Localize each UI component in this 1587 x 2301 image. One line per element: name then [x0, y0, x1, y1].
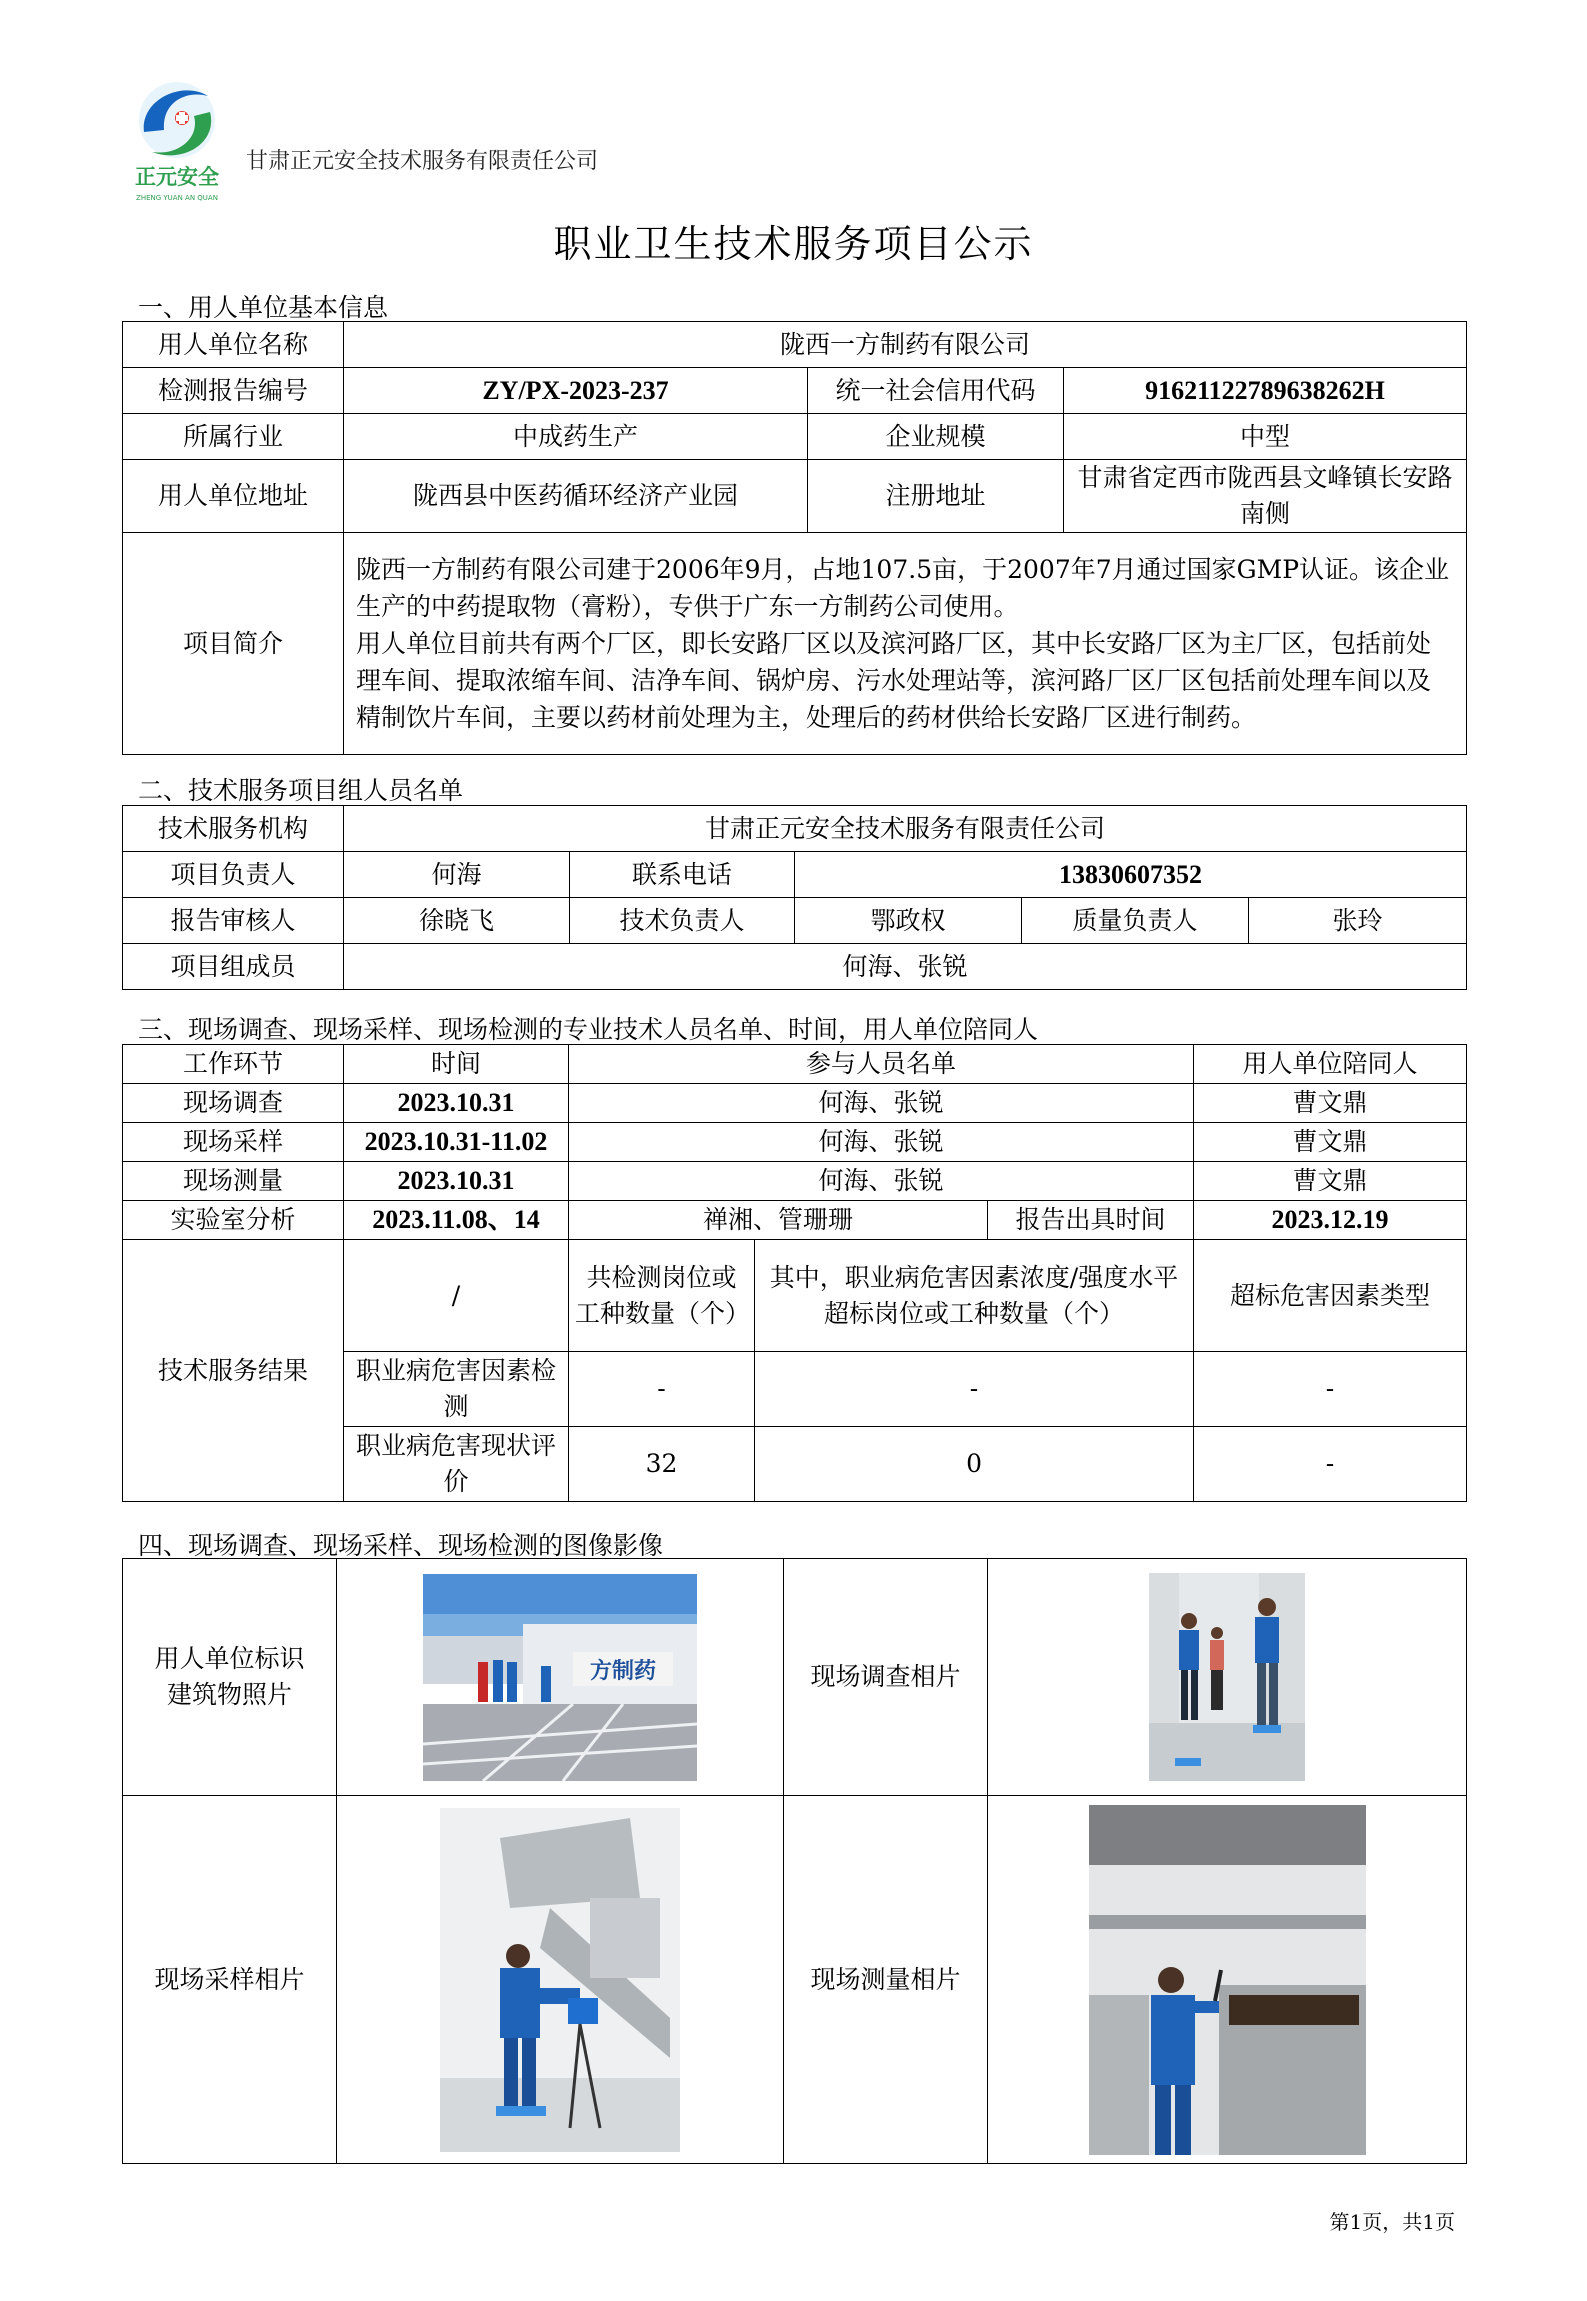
- measurement-photo: [1089, 1805, 1366, 2155]
- lab-label: 实验室分析: [123, 1201, 344, 1240]
- col-people: 参与人员名单: [569, 1045, 1194, 1084]
- section1-heading: 一、用人单位基本信息: [138, 293, 389, 322]
- row-people: 何海、张锐: [569, 1162, 1194, 1201]
- row-stage: 现场调查: [123, 1084, 344, 1123]
- credit-code-value: 91621122789638262H: [1064, 368, 1467, 414]
- tech-value: 鄂政权: [795, 898, 1022, 944]
- section2-heading: 二、技术服务项目组人员名单: [138, 776, 464, 805]
- phone-label: 联系电话: [570, 852, 795, 898]
- fieldwork-table: [122, 1044, 1467, 1502]
- result-item: 职业病危害现状评价: [344, 1427, 569, 1502]
- row-stage: 现场测量: [123, 1162, 344, 1201]
- result-col-exceed: 其中，职业病危害因素浓度/强度水平超标岗位或工种数量（个）: [755, 1240, 1194, 1352]
- photo1-label: 用人单位标识建筑物照片: [123, 1559, 337, 1796]
- address-value: 陇西县中医药循环经济产业园: [344, 460, 808, 533]
- table-row: [123, 1123, 1467, 1162]
- building-photo: [423, 1574, 697, 1781]
- result-col-count: 共检测岗位或工种数量（个）: [569, 1240, 755, 1352]
- result-exceed: -: [755, 1352, 1194, 1427]
- row-escort: 曹文鼎: [1194, 1162, 1467, 1201]
- report-no-label: 检测报告编号: [123, 368, 344, 414]
- intro-paragraph-2: 用人单位目前共有两个厂区，即长安路厂区以及滨河路厂区，其中长安路厂区为主厂区，包括前处理车间、提取浓缩车间、洁净车间、锅炉房、污水处理站等，滨河路厂区厂区包括前处理车间以及精制饮片车间，主要以药材前处理为主，处理后的药材供给长安路厂区进行制药。: [356, 629, 1432, 732]
- org-value: 甘肃正元安全技术服务有限责任公司: [344, 806, 1467, 852]
- table-row: [123, 1084, 1467, 1123]
- logo-subtext: ZHENG YUAN AN QUAN: [136, 194, 218, 202]
- photo1-cell: [337, 1559, 784, 1796]
- header-company-name: 甘肃正元安全技术服务有限责任公司: [246, 149, 599, 174]
- result-count: 32: [569, 1427, 755, 1502]
- investigation-photo: [1149, 1573, 1305, 1781]
- row-people: 何海、张锐: [569, 1084, 1194, 1123]
- reviewer-label: 报告审核人: [123, 898, 344, 944]
- tech-label: 技术负责人: [570, 898, 795, 944]
- credit-code-label: 统一社会信用代码: [808, 368, 1064, 414]
- result-count: -: [569, 1352, 755, 1427]
- photo4-cell: [988, 1796, 1467, 2164]
- scale-label: 企业规模: [808, 414, 1064, 460]
- photo3-cell: [337, 1796, 784, 2164]
- reg-address-value: 甘肃省定西市陇西县文峰镇长安路南侧: [1064, 460, 1467, 533]
- row-time: 2023.10.31: [344, 1162, 569, 1201]
- col-stage: 工作环节: [123, 1045, 344, 1084]
- intro-cell: [344, 533, 1467, 755]
- industry-value: 中成药生产: [344, 414, 808, 460]
- employer-value: 陇西一方制药有限公司: [344, 322, 1467, 368]
- company-logo: [122, 72, 232, 204]
- lab-time: 2023.11.08、14: [344, 1201, 569, 1240]
- row-escort: 曹文鼎: [1194, 1123, 1467, 1162]
- org-label: 技术服务机构: [123, 806, 344, 852]
- quality-value: 张玲: [1249, 898, 1467, 944]
- sampling-photo: [440, 1808, 680, 2152]
- page-title: 职业卫生技术服务项目公示: [553, 222, 1034, 266]
- leader-value: 何海: [344, 852, 570, 898]
- row-time: 2023.10.31-11.02: [344, 1123, 569, 1162]
- scale-value: 中型: [1064, 414, 1467, 460]
- result-label: 技术服务结果: [123, 1240, 344, 1502]
- leader-label: 项目负责人: [123, 852, 344, 898]
- page-footer: 第1页，共1页: [1329, 2210, 1455, 2234]
- report-no-value: ZY/PX-2023-237: [344, 368, 808, 414]
- members-label: 项目组成员: [123, 944, 344, 990]
- quality-label: 质量负责人: [1022, 898, 1249, 944]
- logo-text: 正元安全: [135, 165, 219, 189]
- industry-label: 所属行业: [123, 414, 344, 460]
- reviewer-value: 徐晓飞: [344, 898, 570, 944]
- address-label: 用人单位地址: [123, 460, 344, 533]
- phone-value: 13830607352: [795, 852, 1467, 898]
- photo2-cell: [988, 1559, 1467, 1796]
- photo2-label: 现场调查相片: [784, 1559, 988, 1796]
- result-type: -: [1194, 1352, 1467, 1427]
- result-type: -: [1194, 1427, 1467, 1502]
- row-stage: 现场采样: [123, 1123, 344, 1162]
- row-time: 2023.10.31: [344, 1084, 569, 1123]
- team-table: [122, 805, 1467, 990]
- sign-text: 方制药: [589, 1658, 657, 1684]
- col-time: 时间: [344, 1045, 569, 1084]
- members-value: 何海、张锐: [344, 944, 1467, 990]
- table-row: [123, 1162, 1467, 1201]
- reg-address-label: 注册地址: [808, 460, 1064, 533]
- result-item: 职业病危害因素检测: [344, 1352, 569, 1427]
- photo-table: [122, 1558, 1467, 2164]
- result-col-type: 超标危害因素类型: [1194, 1240, 1467, 1352]
- row-people: 何海、张锐: [569, 1123, 1194, 1162]
- issue-label: 报告出具时间: [988, 1201, 1194, 1240]
- intro-label: 项目简介: [123, 533, 344, 755]
- employer-label: 用人单位名称: [123, 322, 344, 368]
- section3-heading: 三、现场调查、现场采样、现场检测的专业技术人员名单、时间，用人单位陪同人: [138, 1015, 1039, 1044]
- lab-people: 禅湘、管珊珊: [569, 1201, 988, 1240]
- section4-heading: 四、现场调查、现场采样、现场检测的图像影像: [138, 1531, 664, 1560]
- photo4-label: 现场测量相片: [784, 1796, 988, 2164]
- result-exceed: 0: [755, 1427, 1194, 1502]
- intro-paragraph-1: 陇西一方制药有限公司建于2006年9月，占地107.5亩，于2007年7月通过国家GMP认证。该企业生产的中药提取物（膏粉），专供于广东一方制药公司使用。: [356, 555, 1450, 621]
- row-escort: 曹文鼎: [1194, 1084, 1467, 1123]
- employer-info-table: [122, 321, 1467, 755]
- photo3-label: 现场采样相片: [123, 1796, 337, 2164]
- col-escort: 用人单位陪同人: [1194, 1045, 1467, 1084]
- issue-value: 2023.12.19: [1194, 1201, 1467, 1240]
- result-slash: /: [344, 1240, 569, 1352]
